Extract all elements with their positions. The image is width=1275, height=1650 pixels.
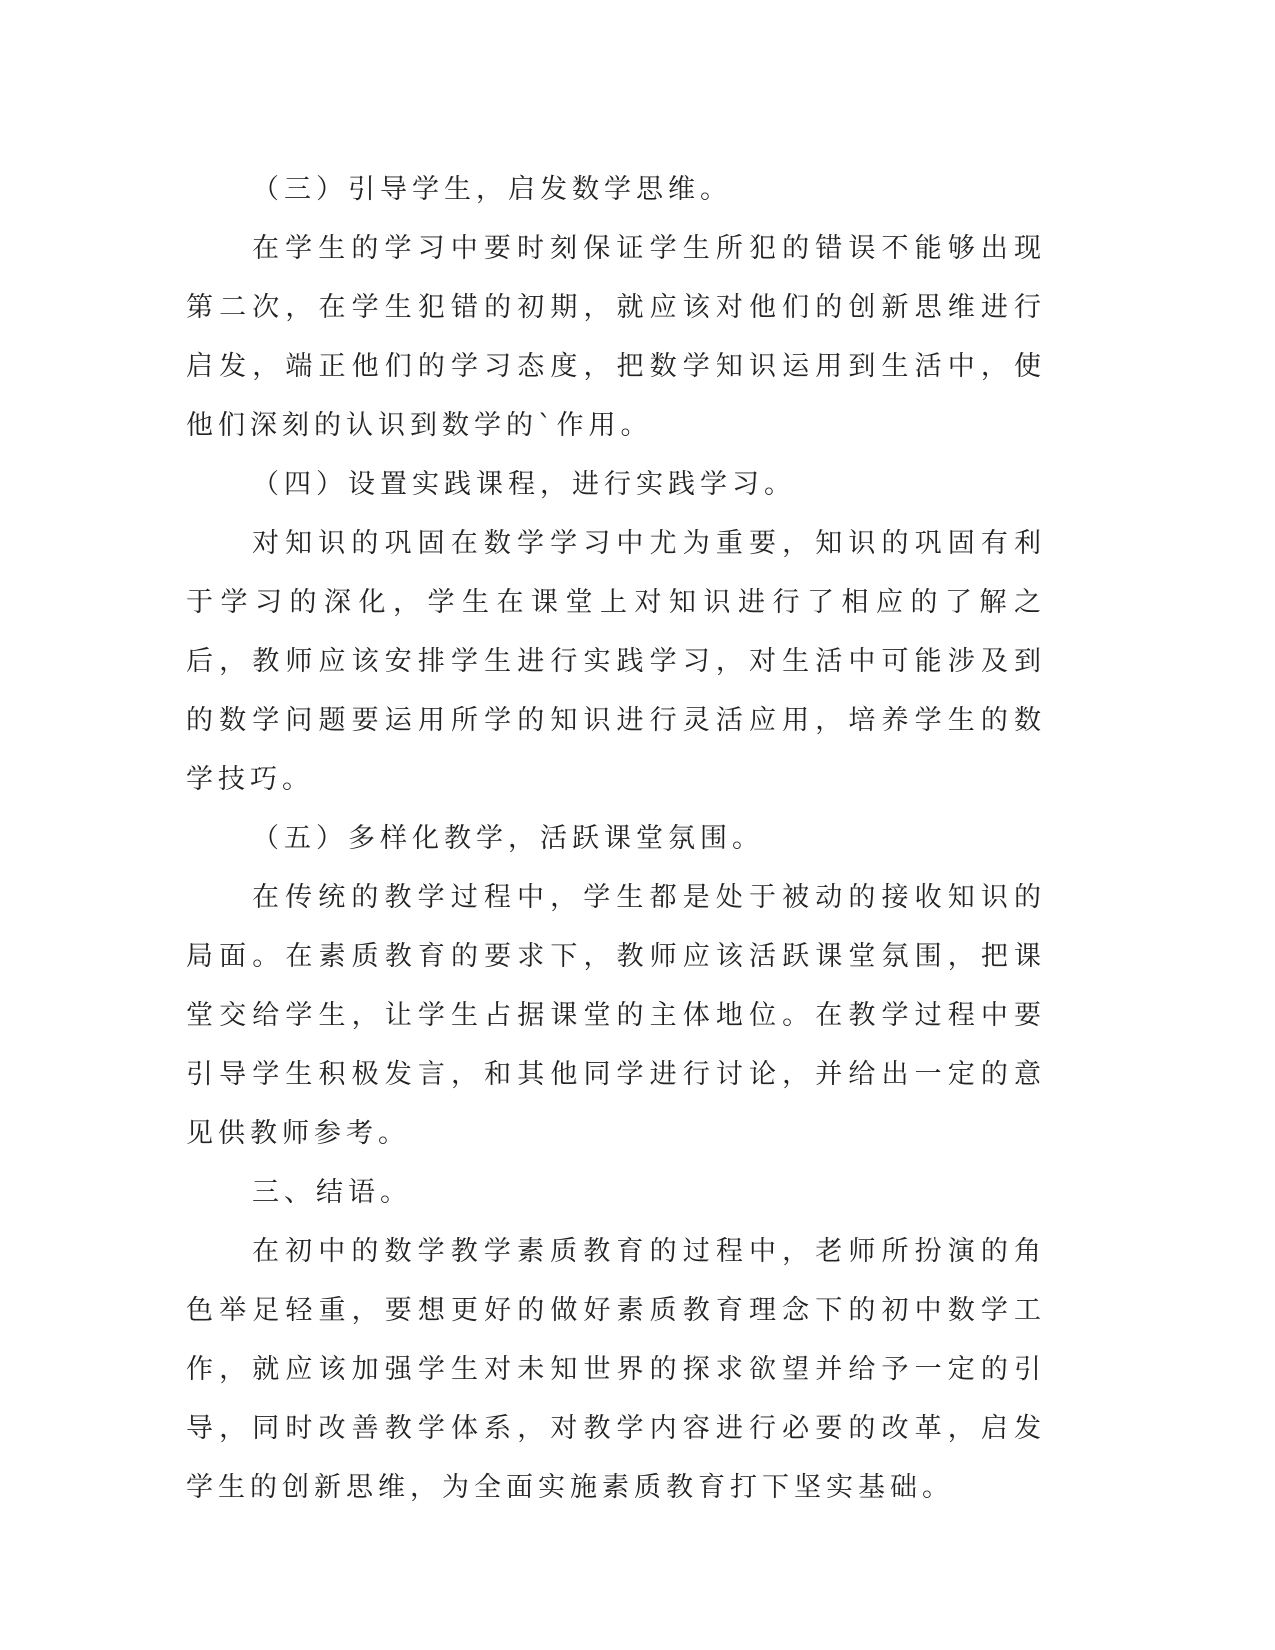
paragraph: 对知识的巩固在数学学习中尤为重要，知识的巩固有利于学习的深化，学生在课堂上对知识进行了相应的了解之后，教师应该安排学生进行实践学习，对生活中可能涉及到的数学问题要运用所学的知识进行灵活应用，培养学生的数学技巧。 [186,528,1046,795]
heading-section-4: （四）设置实践课程，进行实践学习。 [252,469,796,500]
heading-section-5: （五）多样化教学，活跃课堂氛围。 [252,823,764,854]
paragraph: 在传统的教学过程中，学生都是处于被动的接收知识的局面。在素质教育的要求下，教师应该活跃课堂氛围，把课堂交给学生，让学生占据课堂的主体地位。在教学过程中要引导学生积极发言，和其他同学进行讨论，并给出一定的意见供教师参考。 [186,882,1046,1149]
heading-section-3: （三）引导学生，启发数学思维。 [252,174,732,205]
paragraph: 在学生的学习中要时刻保证学生所犯的错误不能够出现第二次，在学生犯错的初期，就应该对他们的创新思维进行启发，端正他们的学习态度，把数学知识运用到生活中，使他们深刻的认识到数学的`作用。 [186,233,1046,441]
document-body [186,160,1046,1517]
heading-conclusion: 三、结语。 [252,1177,412,1208]
paragraph: 在初中的数学教学素质教育的过程中，老师所扮演的角色举足轻重，要想更好的做好素质教育理念下的初中数学工作，就应该加强学生对未知世界的探求欲望并给予一定的引导，同时改善教学体系，对教学内容进行必要的改革，启发学生的创新思维，为全面实施素质教育打下坚实基础。 [186,1236,1046,1503]
